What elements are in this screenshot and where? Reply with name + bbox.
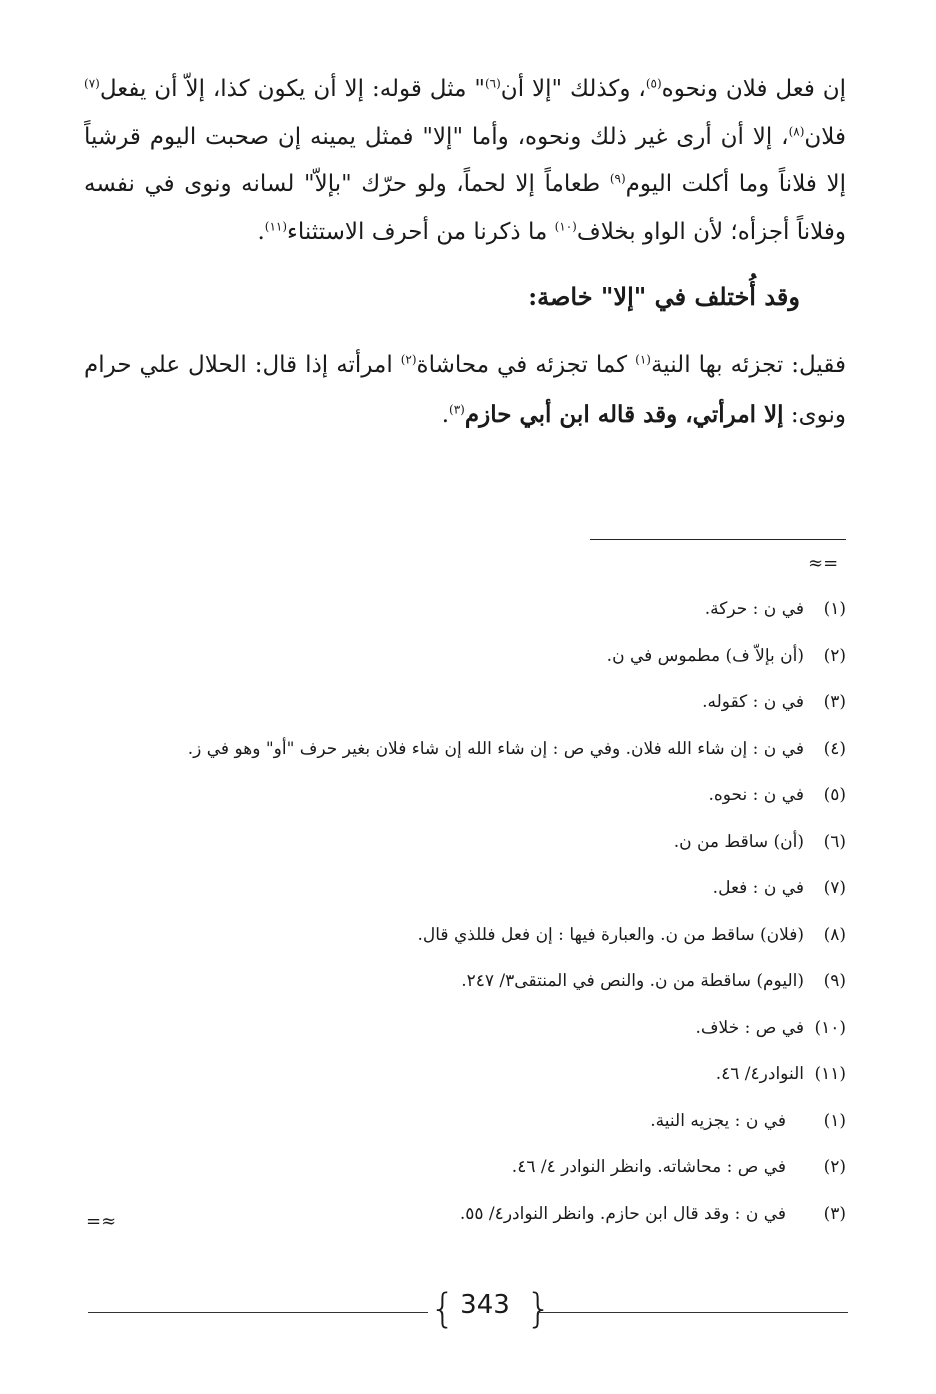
footnote-ref: (١) (635, 352, 651, 367)
text-run: ، إلا أن أرى غير ذلك ونحوه، وأما "إلا" فمثل يمينه إن صحبت اليوم قرشياً إلا فلاناً وما أكلت اليوم (84, 123, 846, 197)
footnote-item (186, 1051, 846, 1098)
footnote-number: (٥) (823, 785, 846, 806)
second-paragraph (84, 340, 846, 440)
footnote-text: (أن بإلاّ ف) مطموس في ن. (606, 645, 804, 666)
footnote-ref: (٨) (788, 123, 805, 138)
footnotes (186, 586, 846, 1237)
footnote-ref: (٧) (84, 76, 100, 91)
bracket-close-icon: } (526, 1286, 552, 1332)
footnote-ref: (٣) (449, 402, 465, 417)
text-run: " مثل قوله: إلا أن يكون كذا، إلاّ أن يفعل (99, 76, 485, 102)
footer-rule-left (88, 1312, 428, 1313)
footnote-text: في ص : خلاف. (695, 1017, 804, 1038)
footnote-number: (٣) (823, 1203, 846, 1224)
text-run: . (257, 218, 265, 245)
footnote-item (186, 679, 846, 726)
footnote-ref: (٢) (400, 352, 417, 367)
footnote-ref: (١٠) (554, 218, 577, 233)
text-run: فلان (804, 123, 846, 150)
footnote-item (186, 1005, 846, 1052)
main-paragraph (84, 66, 846, 256)
footnote-ref: (٩) (609, 171, 626, 186)
footnote-ref: (١١) (264, 218, 288, 233)
footnote-text: في ن : يجزيه النية. (650, 1110, 786, 1131)
footnote-text: في ن : نحوه. (708, 785, 804, 806)
footnote-number: (٢) (823, 645, 846, 666)
footnote-item (186, 726, 846, 773)
footnote-text: في ن : إن شاء الله فلان. وفي ص : إن شاء الله إن شاء فلان بغير حرف "أو" وهو في ز. (187, 738, 804, 759)
footnote-text: في ن : كقوله. (702, 692, 804, 713)
footnote-item (186, 586, 846, 633)
footnote-text: في ن : حركة. (704, 599, 804, 620)
footnote-number: (١٠) (814, 1017, 846, 1038)
footnote-item (186, 912, 846, 959)
footnote-mark-bottom: =≈ (86, 1211, 117, 1232)
footnote-item (186, 865, 846, 912)
text-run-bold: إلا امرأتي، وقد قاله ابن أبي حازم (464, 401, 784, 428)
footnote-number: (٧) (823, 878, 846, 899)
footnote-mark-top: ≈= (808, 553, 839, 574)
footnote-ref: (٥) (645, 76, 662, 91)
footnote-number: (٨) (823, 924, 846, 945)
text-run: كما تجزئه في محاشاة (416, 352, 636, 378)
footnote-text: في ص : محاشاته. وانظر النوادر ٤/ ٤٦. (511, 1157, 786, 1178)
text-run: امرأته إذا قال: الحلال علي حرام ونوى: (84, 352, 846, 428)
footnote-number: (١١) (814, 1064, 846, 1085)
bracket-open-icon: { (430, 1286, 456, 1332)
text-run: طعاماً إلا لحماً، ولو حرّك "بإلاّ" لسانه ونوى في نفسه وفلاناً أجزأه؛ لأن الواو بخلاف (84, 171, 846, 245)
footnote-number: (٣) (823, 692, 846, 713)
section-heading: وقد أُختلف في "إلا" خاصة: (528, 282, 800, 311)
footnote-item (186, 819, 846, 866)
footnote-item (186, 1098, 846, 1145)
footnote-item (186, 633, 846, 680)
footnote-separator (590, 539, 846, 540)
text-run: ما ذكرنا من أحرف الاستثناء (287, 218, 555, 245)
footnote-number: (٦) (823, 831, 846, 852)
text-run: فقيل: تجزئه بها النية (650, 352, 846, 378)
footnote-number: (١) (823, 1110, 846, 1131)
page-number: 343 (460, 1290, 510, 1320)
footnote-number: (١) (823, 599, 846, 620)
footnote-item (186, 772, 846, 819)
footnote-item (186, 1144, 846, 1191)
footnote-text: (فلان) ساقط من ن. والعبارة فيها : إن فعل فللذي قال. (417, 924, 804, 945)
footnote-number: (٩) (823, 971, 846, 992)
footnote-text: في ن : فعل. (712, 878, 804, 899)
text-run: إن فعل فلان ونحوه (661, 76, 847, 102)
footnote-ref: (٦) (484, 76, 501, 91)
footer-rule-right (538, 1312, 848, 1313)
footnote-text: في ن : وقد قال ابن حازم. وانظر النوادر٤/ ٥٥. (459, 1203, 786, 1224)
footnote-number: (٢) (823, 1157, 846, 1178)
footnote-item (186, 958, 846, 1005)
footnote-text: (اليوم) ساقطة من ن. والنص في المنتقى٣/ ٢٤٧. (461, 971, 804, 992)
footnote-text: النوادر٤/ ٤٦. (715, 1064, 804, 1085)
text-run: . (441, 402, 450, 428)
footnote-number: (٤) (823, 738, 846, 759)
footnote-item (186, 1191, 846, 1238)
footnote-text: (أن) ساقط من ن. (673, 831, 804, 852)
text-run: ، وكذلك "إلا أن (500, 76, 646, 102)
